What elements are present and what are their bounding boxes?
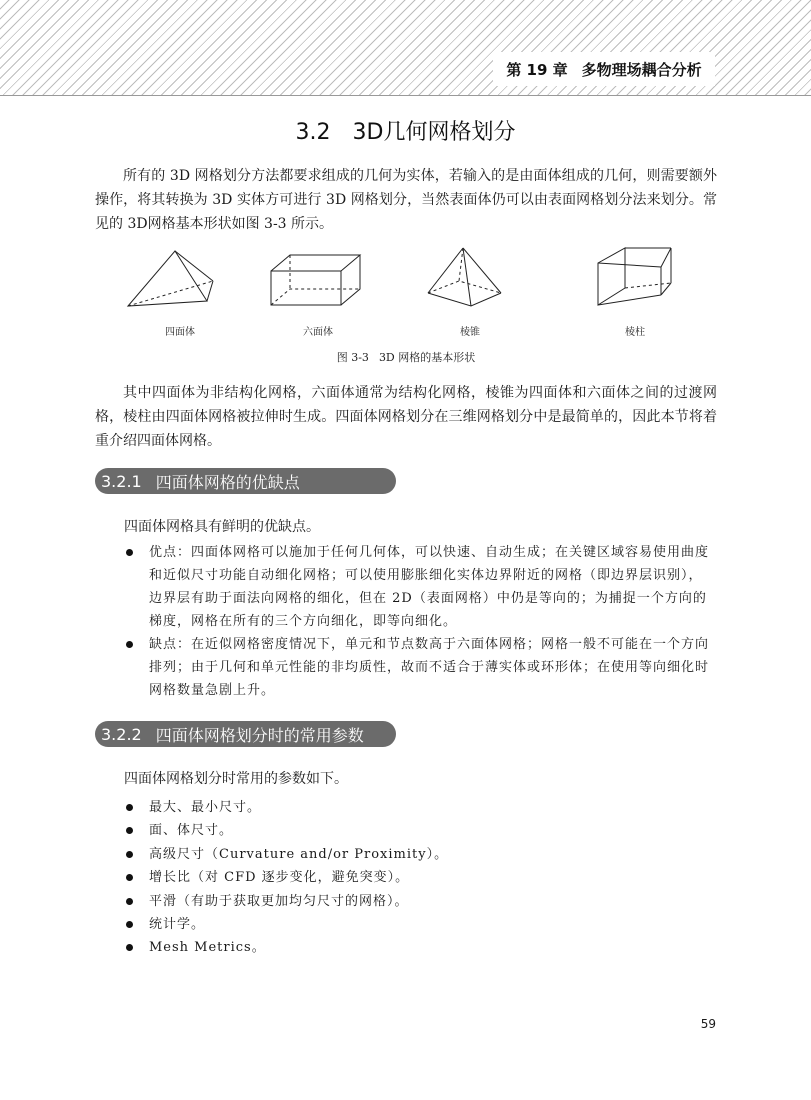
- chapter-title: 多物理场耦合分析: [581, 60, 702, 79]
- subsection-number: 3.2.2: [101, 724, 142, 744]
- list-item: [124, 913, 716, 936]
- bullet-icon: [126, 874, 133, 881]
- list-item: [124, 936, 716, 959]
- hexahedron-icon: [268, 243, 363, 313]
- list-item-text: 缺点：在近似网格密度情况下，单元和节点数高于六面体网格；网格一般不可能在一个方向排列；由于几何和单元性能的非均质性，故而不适合于薄实体或环形体；在使用等向细化时网格数量急剧上升。: [149, 637, 710, 698]
- subsection-title: 四面体网格划分时的常用参数: [155, 725, 364, 745]
- page-number: 59: [700, 1017, 716, 1031]
- figure-prism: [595, 243, 705, 338]
- list-item-pros: [124, 541, 716, 633]
- section-number: 3.2: [295, 120, 331, 145]
- section-title: [0, 115, 811, 146]
- pyramid-icon: [425, 243, 505, 313]
- list-item-text: 平滑（有助于获取更加均匀尺寸的网格）。: [149, 893, 409, 909]
- bullet-icon: [126, 921, 133, 928]
- subsection-number: 3.2.1: [101, 471, 142, 491]
- label-hexahedron: 六面体: [303, 327, 333, 338]
- list-item-text: 面、体尺寸。: [149, 823, 234, 839]
- header-rule: [0, 95, 811, 96]
- list-item-text: 优点：四面体网格可以施加于任何几何体，可以快速、自动生成；在关键区域容易使用曲度和近似尺寸功能自动细化网格；可以使用膨胀细化实体边界附近的网格（即边界层识别），边界层有助于面法向网格的细化，但在 2D（表面网格）中仍是等向的；为捕捉一个方向的梯度，网格在所有的三个方向细化，即等向细化。: [149, 545, 710, 629]
- subsection-title: 四面体网格的优缺点: [155, 472, 300, 492]
- bullet-icon: [126, 851, 133, 858]
- bullet-icon: [126, 827, 133, 834]
- subsection-heading-3-2-1: [95, 468, 396, 494]
- figure-tetrahedron: [125, 243, 235, 338]
- figure-caption-text: 3D 网格的基本形状: [378, 351, 476, 364]
- list-item-cons: [124, 633, 716, 702]
- second-paragraph: 其中四面体为非结构化网格，六面体通常为结构化网格，棱锥为四面体和六面体之间的过渡网格，棱柱由四面体网格被拉伸时生成。四面体网格划分在三维网格划分中是最简单的，因此本节将着重介绍四面体网格。: [95, 385, 717, 449]
- tetrahedron-icon: [125, 243, 215, 313]
- running-header: [493, 52, 715, 86]
- list-item-text: 统计学。: [149, 917, 206, 933]
- subsection1-intro: 四面体网格具有鲜明的优缺点。: [124, 519, 320, 535]
- list-item: [124, 866, 716, 889]
- label-pyramid: 棱锥: [460, 327, 480, 338]
- intro-paragraph: 所有的 3D 网格划分方法都要求组成的几何为实体，若输入的是由面体组成的几何，则需要额外操作，将其转换为 3D 实体方可进行 3D 网格划分，当然表面体仍可以由表面网格划分法来划分。常见的 3D网格基本形状如图 3-3 所示。: [95, 168, 717, 232]
- figure-hexahedron: [268, 243, 378, 338]
- list-item-text: 最大、最小尺寸。: [149, 800, 262, 815]
- prism-icon: [595, 243, 677, 313]
- list-item-text: 增长比（对 CFD 逐步变化，避免突变）。: [149, 870, 410, 886]
- section-heading: 3D几何网格划分: [352, 120, 516, 145]
- list-item: [124, 819, 716, 842]
- subsection2-intro: 四面体网格划分时常用的参数如下。: [124, 771, 348, 787]
- bullet-icon: [126, 944, 133, 951]
- list-item: [124, 796, 716, 819]
- figure-pyramid: [425, 243, 535, 338]
- parameters-list: [124, 796, 716, 960]
- figure-caption: [95, 349, 717, 365]
- figure-caption-number: 图 3-3: [336, 351, 369, 364]
- label-tetrahedron: 四面体: [165, 327, 195, 338]
- bullet-icon: [126, 641, 133, 648]
- list-item-text: Mesh Metrics。: [149, 940, 266, 956]
- bullet-icon: [126, 549, 133, 556]
- list-item: [124, 890, 716, 913]
- bullet-icon: [126, 898, 133, 905]
- bullet-icon: [126, 804, 133, 811]
- pros-cons-list: [124, 541, 716, 702]
- list-item: [124, 843, 716, 866]
- label-prism: 棱柱: [625, 327, 645, 338]
- list-item-text: 高级尺寸（Curvature and/or Proximity）。: [149, 846, 449, 862]
- chapter-number: 第 19 章: [506, 60, 568, 79]
- subsection-heading-3-2-2: [95, 721, 396, 747]
